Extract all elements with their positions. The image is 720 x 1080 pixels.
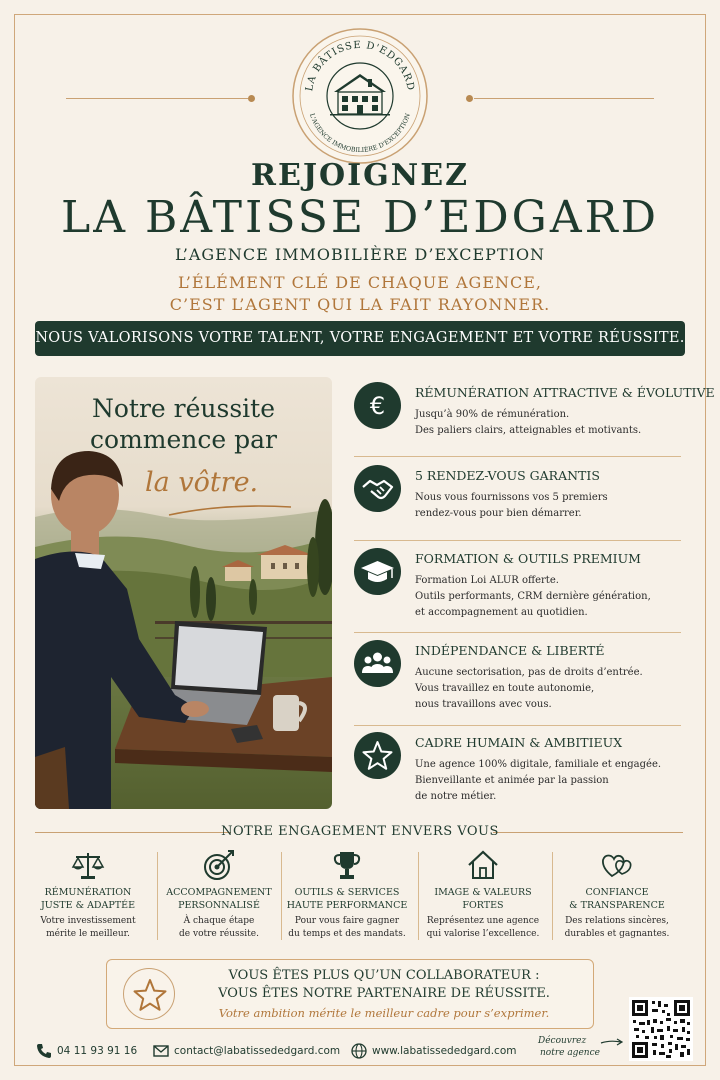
- discover-line-2: notre agence: [540, 1048, 600, 1058]
- star-icon: [124, 969, 176, 1021]
- benefit-line: rendez-vous pour bien démarrer.: [415, 508, 582, 519]
- brand-title: LA BÂTISSE D’EDGARD: [60, 192, 660, 243]
- benefit-line: Outils performants, CRM dernière génération,: [415, 591, 651, 602]
- engagement-heading: OUTILS & SERVICES: [294, 887, 400, 898]
- arrow-right-icon: [600, 1037, 624, 1047]
- engagement-heading: HAUTE PERFORMANCE: [286, 900, 408, 911]
- benefit-line: et accompagnement au quotidien.: [415, 607, 588, 618]
- photo-script-text: la vôtre.: [145, 467, 259, 498]
- engagement-item-confiance: [549, 848, 685, 941]
- script-underline: [165, 501, 295, 519]
- engagement-desc: Votre investissement: [40, 916, 136, 926]
- benefit-title: RÉMUNÉRATION ATTRACTIVE & ÉVOLUTIVE: [415, 385, 715, 400]
- phone-number: 04 11 93 91 16: [57, 1045, 138, 1057]
- benefit-cadre: [354, 732, 681, 808]
- benefit-independance: [354, 640, 681, 716]
- engagement-item-remuneration: [20, 848, 156, 941]
- engagement-heading: & TRANSPARENCE: [569, 900, 665, 911]
- discover-line-1: Découvrez: [538, 1036, 587, 1046]
- benefit-line: Des paliers clairs, atteignables et motivants.: [415, 425, 642, 436]
- team-icon: [354, 640, 401, 687]
- scales-icon: [71, 848, 105, 882]
- benefit-line: de notre métier.: [415, 791, 497, 802]
- photo-line-2: commence par: [90, 425, 277, 454]
- tagline: [0, 272, 720, 316]
- engagement-desc: qui valorise l’excellence.: [426, 929, 540, 939]
- email-address: contact@labatissededgard.com: [174, 1045, 341, 1057]
- agency-seal-logo: [290, 26, 430, 166]
- house-icon: [466, 848, 500, 882]
- seal-bottom-text: L'AGENCE IMMOBILIÈRE D'EXCEPTION: [308, 112, 412, 155]
- callout-line-1: VOUS ÊTES PLUS QU’UN COLLABORATEUR :: [228, 968, 540, 983]
- benefit-line: Formation Loi ALUR offerte.: [415, 575, 559, 586]
- benefit-title: FORMATION & OUTILS PREMIUM: [415, 551, 641, 566]
- engagement-desc: Pour vous faire gagner: [294, 916, 400, 926]
- engagement-heading: PERSONNALISÉ: [178, 900, 260, 911]
- globe-icon: [351, 1043, 367, 1059]
- engagement-heading: ACCOMPAGNEMENT: [166, 887, 272, 898]
- benefit-line: Vous travaillez en toute autonomie,: [415, 683, 595, 694]
- tagline-line-2: C’EST L’AGENT QUI LA FAIT RAYONNER.: [169, 295, 551, 314]
- photo-line-1: Notre réussite: [91, 394, 275, 423]
- website-url: www.labatissededgard.com: [372, 1045, 517, 1057]
- engagement-desc: À chaque étape: [183, 916, 255, 926]
- engagement-item-image: [415, 848, 551, 941]
- benefit-line: Jusqu’à 90% de rémunération.: [415, 409, 570, 420]
- callout-line-3: Votre ambition mérite le meilleur cadre pour s’exprimer.: [218, 1006, 550, 1020]
- engagement-heading: JUSTE & ADAPTÉE: [40, 900, 136, 911]
- benefit-separator: [354, 725, 681, 726]
- star-icon: [354, 732, 401, 779]
- brand-subtitle: L’AGENCE IMMOBILIÈRE D’EXCEPTION: [174, 245, 546, 264]
- engagement-heading: RÉMUNÉRATION: [44, 887, 132, 898]
- benefit-rendez-vous: [354, 465, 681, 525]
- engagement-desc: du temps et des mandats.: [288, 929, 406, 939]
- qr-code[interactable]: [629, 997, 693, 1061]
- photo-headline: [35, 393, 332, 455]
- header-line-left: [66, 98, 248, 99]
- target-icon: [202, 848, 236, 882]
- benefit-separator: [354, 456, 681, 457]
- discover-note: [538, 1035, 600, 1059]
- benefit-line: Bienveillante et animée par la passion: [415, 775, 609, 786]
- values-banner: NOUS VALORISONS VOTRE TALENT, VOTRE ENGAGEMENT ET VOTRE RÉUSSITE.: [35, 321, 685, 356]
- benefit-separator: [354, 540, 681, 541]
- engagement-title: NOTRE ENGAGEMENT ENVERS VOUS: [221, 824, 499, 839]
- phone-icon: [36, 1043, 52, 1059]
- handshake-icon: [354, 465, 401, 512]
- header-dot-right: [466, 95, 473, 102]
- benefit-line: Une agence 100% digitale, familiale et engagée.: [415, 759, 662, 770]
- engagement-item-accompagnement: [151, 848, 287, 941]
- benefit-separator: [354, 632, 681, 633]
- callout-line-2: VOUS ÊTES NOTRE PARTENAIRE DE RÉUSSITE.: [218, 986, 550, 1001]
- benefit-title: 5 RENDEZ-VOUS GARANTIS: [415, 468, 600, 483]
- graduation-cap-icon: [354, 548, 401, 595]
- engagement-heading: FORTES: [462, 900, 504, 911]
- engagement-desc: de votre réussite.: [179, 929, 259, 939]
- benefit-line: Aucune sectorisation, pas de droits d’entrée.: [415, 667, 643, 678]
- engagement-heading: CONFIANCE: [585, 887, 649, 898]
- mail-icon: [153, 1043, 169, 1059]
- header-line-right: [474, 98, 654, 99]
- hearts-icon: [600, 848, 634, 882]
- engagement-desc: mérite le meilleur.: [46, 929, 130, 939]
- svg-text:€: €: [369, 392, 386, 420]
- benefit-formation: [354, 548, 681, 624]
- header-dot-left: [248, 95, 255, 102]
- benefit-title: CADRE HUMAIN & AMBITIEUX: [415, 735, 623, 750]
- engagement-desc: Des relations sincères,: [565, 916, 669, 926]
- engagement-desc: Représentez une agence: [426, 916, 540, 926]
- hero-photo-card: [35, 377, 332, 809]
- partner-callout: [106, 959, 594, 1029]
- benefit-title: INDÉPENDANCE & LIBERTÉ: [415, 643, 605, 658]
- benefit-line: Nous vous fournissons vos 5 premiers: [415, 492, 608, 503]
- engagement-item-outils: [279, 848, 415, 941]
- benefit-line: nous travaillons avec vous.: [415, 699, 552, 710]
- engagement-heading: IMAGE & VALEURS: [434, 887, 532, 898]
- euro-icon: [354, 382, 401, 429]
- benefit-remuneration: [354, 382, 715, 442]
- tagline-line-1: L’ÉLÉMENT CLÉ DE CHAQUE AGENCE,: [177, 273, 543, 292]
- title-join: REJOIGNEZ: [251, 158, 469, 193]
- seal-top-text: LA BÂTISSE D'EDGARD: [304, 39, 416, 93]
- engagement-desc: durables et gagnantes.: [564, 929, 670, 939]
- trophy-icon: [330, 848, 364, 882]
